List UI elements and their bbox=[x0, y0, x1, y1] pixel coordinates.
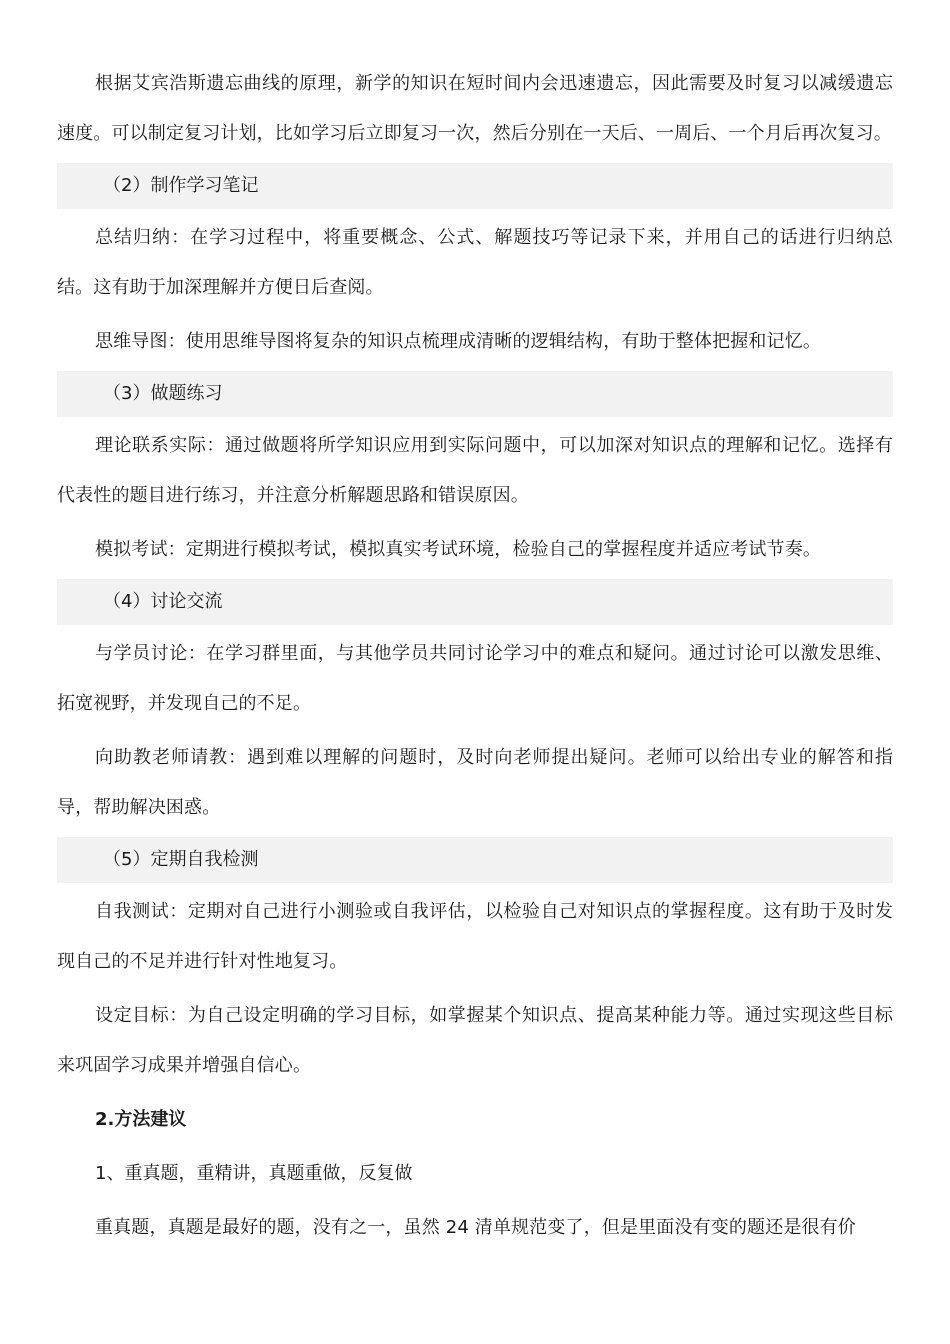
subheading-practice: （3）做题练习 bbox=[57, 371, 893, 417]
paragraph-ask-teacher: 向助教老师请教：遇到难以理解的问题时，及时向老师提出疑问。老师可以给出专业的解答和指导，帮助解决困惑。 bbox=[57, 747, 893, 818]
subheading-study-notes: （2）制作学习笔记 bbox=[57, 163, 893, 209]
paragraph-real-exams: 重真题，真题是最好的题，没有之一，虽然 24 清单规范变了，但是里面没有变的题还是很有价 bbox=[95, 1217, 856, 1238]
paragraph-set-goals: 设定目标：为自己设定明确的学习目标，如掌握某个知识点、提高某种能力等。通过实现这些目标来巩固学习成果并增强自信心。 bbox=[57, 1005, 893, 1076]
paragraph-self-test: 自我测试：定期对自己进行小测验或自我评估，以检验自己对知识点的掌握程度。这有助于及时发现自己的不足并进行针对性地复习。 bbox=[57, 901, 893, 972]
heading-method-advice: 2.方法建议 bbox=[95, 1109, 187, 1130]
subheading-discussion: （4）讨论交流 bbox=[57, 579, 893, 625]
subheading-self-check: （5）定期自我检测 bbox=[57, 837, 893, 883]
paragraph-theory-practice: 理论联系实际：通过做题将所学知识应用到实际问题中，可以加深对知识点的理解和记忆。选择有代表性的题目进行练习，并注意分析解题思路和错误原因。 bbox=[57, 435, 893, 506]
paragraph-discuss-students: 与学员讨论：在学习群里面，与其他学员共同讨论学习中的难点和疑问。通过讨论可以激发思维、拓宽视野，并发现自己的不足。 bbox=[57, 643, 893, 714]
paragraph-mind-map: 思维导图：使用思维导图将复杂的知识点梳理成清晰的逻辑结构，有助于整体把握和记忆。 bbox=[95, 331, 821, 352]
paragraph-summarize: 总结归纳：在学习过程中，将重要概念、公式、解题技巧等记录下来，并用自己的话进行归纳总结。这有助于加深理解并方便日后查阅。 bbox=[57, 227, 893, 298]
list-item-real-exams: 1、重真题，重精讲，真题重做，反复做 bbox=[95, 1163, 413, 1184]
paragraph-review-plan: 根据艾宾浩斯遗忘曲线的原理，新学的知识在短时间内会迅速遗忘，因此需要及时复习以减缓遗忘速度。可以制定复习计划，比如学习后立即复习一次，然后分别在一天后、一周后、一个月后再次复习。 bbox=[57, 73, 893, 144]
paragraph-mock-exam: 模拟考试：定期进行模拟考试，模拟真实考试环境，检验自己的掌握程度并适应考试节奏。 bbox=[95, 539, 821, 560]
